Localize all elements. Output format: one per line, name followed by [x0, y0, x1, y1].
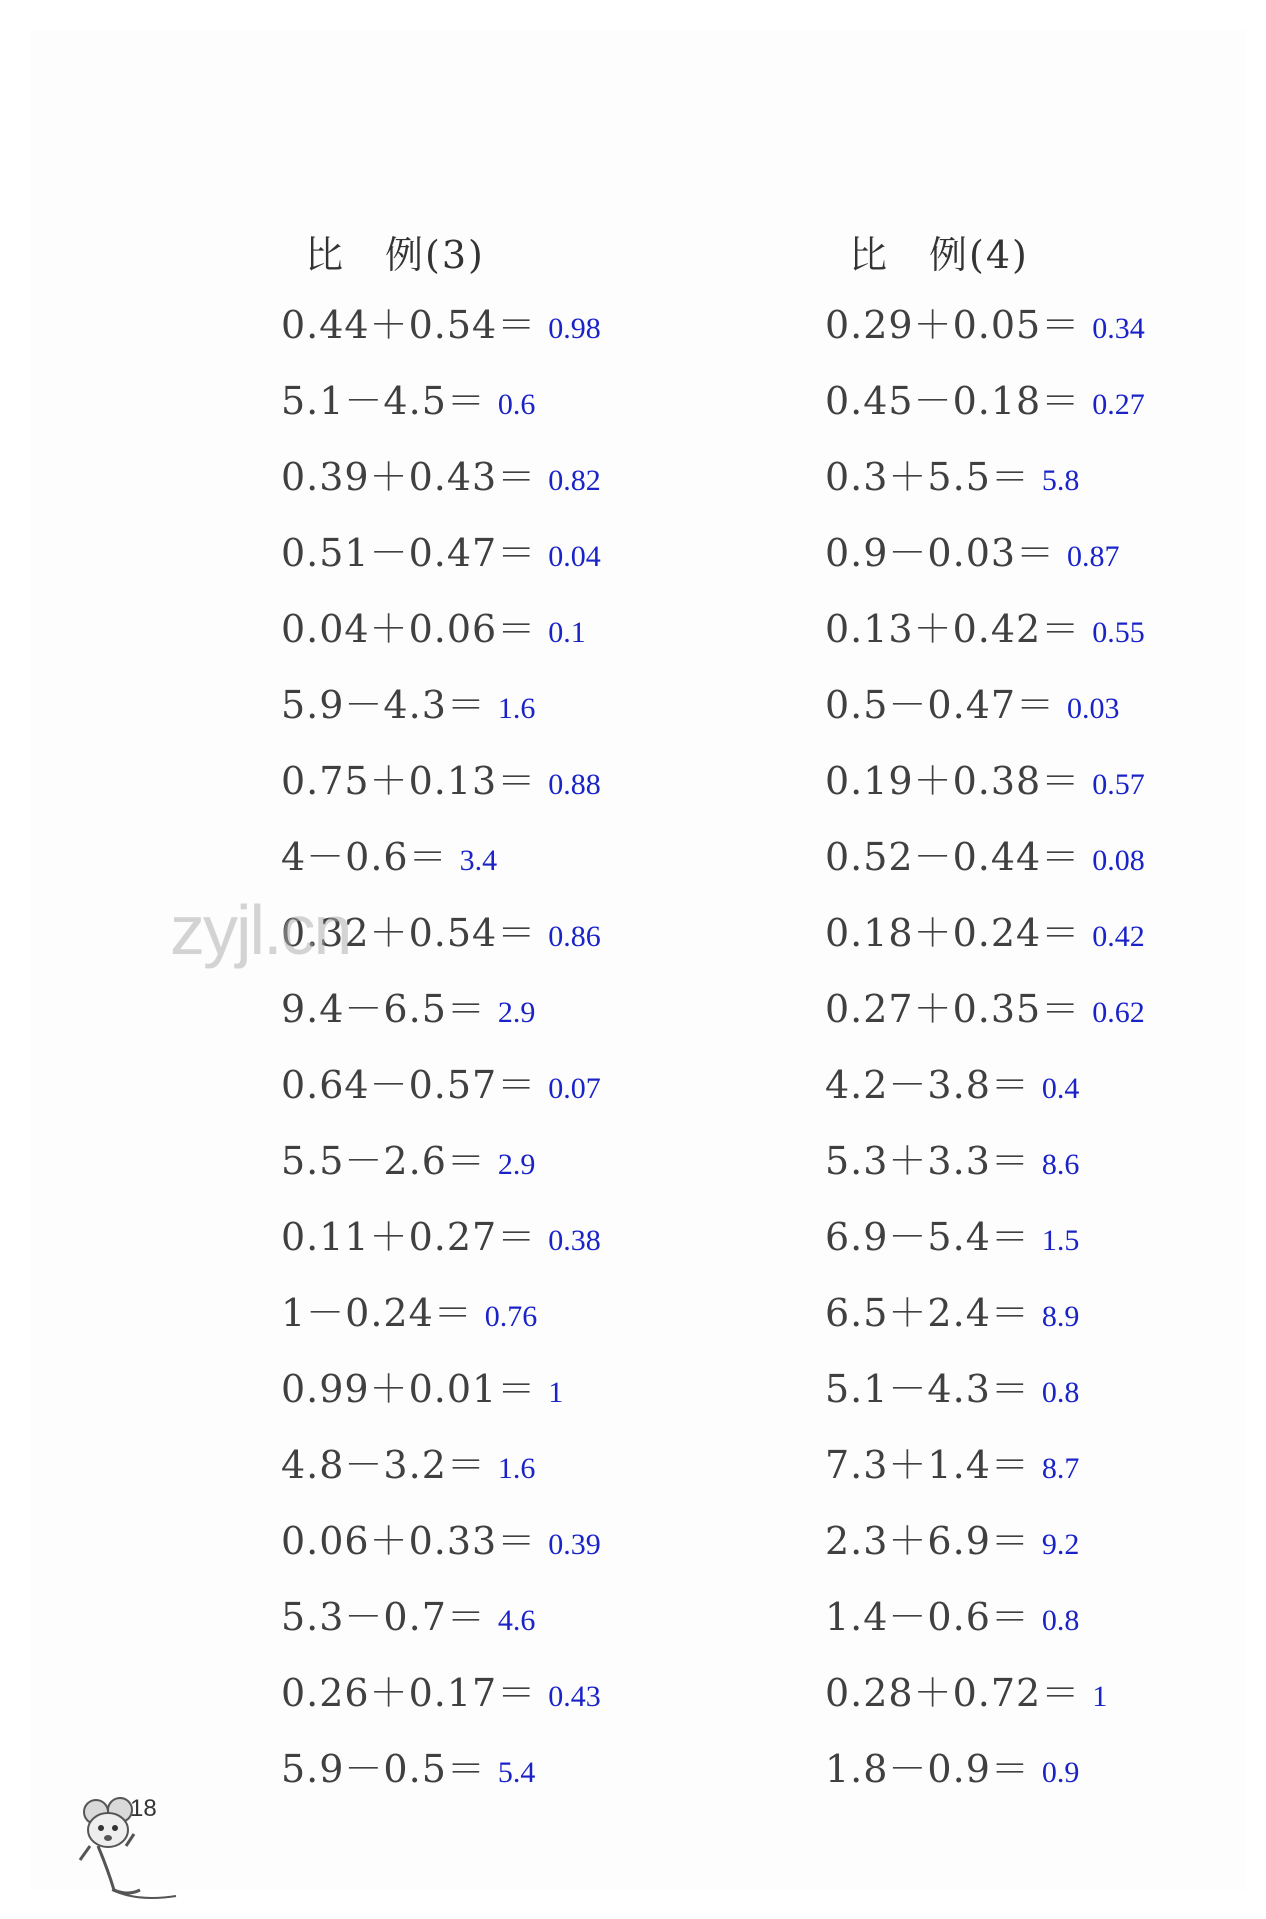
problem-row: [825, 909, 1266, 985]
section-title: 比 例(3): [305, 233, 485, 277]
problem-row: [281, 1441, 761, 1517]
problem-row: [281, 1745, 761, 1821]
problem-expression: 0.52－0.44＝: [825, 835, 1081, 879]
handwritten-answer: 4.6: [497, 1604, 536, 1637]
problem-expression: 0.04＋0.06＝: [281, 607, 537, 651]
problem-expression: 5.1－4.5＝: [281, 379, 486, 423]
problem-row: [281, 985, 761, 1061]
handwritten-answer: 0.42: [1092, 920, 1145, 953]
handwritten-answer: 0.27: [1092, 388, 1145, 421]
problem-row: [825, 833, 1266, 909]
problem-expression: 5.9－0.5＝: [281, 1747, 486, 1791]
problem-expression: 0.3＋5.5＝: [825, 455, 1030, 499]
handwritten-answer: 0.03: [1067, 692, 1120, 725]
problem-row: [281, 529, 761, 605]
problem-row: [281, 757, 761, 833]
problem-expression: 0.5－0.47＝: [825, 683, 1056, 727]
problem-row: [825, 1061, 1266, 1137]
worksheet-page: [30, 30, 1245, 1890]
problem-expression: 4.8－3.2＝: [281, 1443, 486, 1487]
problem-row: [281, 1517, 761, 1593]
problem-row: [281, 1365, 761, 1441]
page-number: 18: [130, 1795, 157, 1822]
handwritten-answer: 1: [1092, 1680, 1108, 1713]
handwritten-answer: 0.88: [548, 768, 601, 801]
problem-row: [281, 1061, 761, 1137]
problem-expression: 0.39＋0.43＝: [281, 455, 537, 499]
problem-row: [281, 453, 761, 529]
problem-expression: 0.29＋0.05＝: [825, 303, 1081, 347]
handwritten-answer: 0.8: [1041, 1376, 1080, 1409]
problem-expression: 0.32＋0.54＝: [281, 911, 537, 955]
handwritten-answer: 5.8: [1041, 464, 1080, 497]
problem-expression: 2.3＋6.9＝: [825, 1519, 1030, 1563]
problem-expression: 0.11＋0.27＝: [281, 1215, 537, 1259]
problem-row: [281, 377, 761, 453]
problem-expression: 9.4－6.5＝: [281, 987, 486, 1031]
problem-row: [281, 1213, 761, 1289]
problem-row: [281, 909, 761, 985]
handwritten-answer: 0.08: [1092, 844, 1145, 877]
problem-expression: 0.28＋0.72＝: [825, 1671, 1081, 1715]
handwritten-answer: 8.6: [1041, 1148, 1080, 1181]
handwritten-answer: 2.9: [497, 1148, 536, 1181]
handwritten-answer: 1.6: [497, 1452, 536, 1485]
handwritten-answer: 1.5: [1041, 1224, 1080, 1257]
handwritten-answer: 8.7: [1041, 1452, 1080, 1485]
handwritten-answer: 0.39: [548, 1528, 601, 1561]
problem-expression: 0.18＋0.24＝: [825, 911, 1081, 955]
problem-expression: 0.13＋0.42＝: [825, 607, 1081, 651]
handwritten-answer: 5.4: [497, 1756, 536, 1789]
problem-expression: 0.45－0.18＝: [825, 379, 1081, 423]
section-right: [825, 230, 1266, 1821]
problem-row: [825, 681, 1266, 757]
handwritten-answer: 9.2: [1041, 1528, 1080, 1561]
problem-row: [281, 833, 761, 909]
problem-list: [825, 301, 1266, 1821]
handwritten-answer: 0.34: [1092, 312, 1145, 345]
problem-expression: 0.75＋0.13＝: [281, 759, 537, 803]
problem-expression: 0.64－0.57＝: [281, 1063, 537, 1107]
problem-row: [281, 1137, 761, 1213]
problem-row: [825, 1517, 1266, 1593]
problem-row: [825, 453, 1266, 529]
problem-row: [825, 757, 1266, 833]
problem-expression: 5.9－4.3＝: [281, 683, 486, 727]
handwritten-answer: 0.86: [548, 920, 601, 953]
problem-list: [281, 301, 761, 1821]
handwritten-answer: 0.43: [548, 1680, 601, 1713]
problem-expression: 0.06＋0.33＝: [281, 1519, 537, 1563]
problem-row: [825, 1289, 1266, 1365]
handwritten-answer: 3.4: [459, 844, 498, 877]
problem-expression: 7.3＋1.4＝: [825, 1443, 1030, 1487]
problem-row: [825, 1745, 1266, 1821]
handwritten-answer: 0.6: [497, 388, 536, 421]
handwritten-answer: 0.62: [1092, 996, 1145, 1029]
problem-expression: 0.27＋0.35＝: [825, 987, 1081, 1031]
handwritten-answer: 8.9: [1041, 1300, 1080, 1333]
handwritten-answer: 0.4: [1041, 1072, 1080, 1105]
section-title: 比 例(4): [849, 233, 1029, 277]
problem-expression: 0.26＋0.17＝: [281, 1671, 537, 1715]
problem-row: [281, 681, 761, 757]
watermark: zyjl.cn: [170, 891, 351, 969]
problem-row: [825, 1137, 1266, 1213]
problem-row: [825, 377, 1266, 453]
handwritten-answer: 2.9: [497, 996, 536, 1029]
handwritten-answer: 0.8: [1041, 1604, 1080, 1637]
problem-expression: 0.51－0.47＝: [281, 531, 537, 575]
problem-expression: 6.9－5.4＝: [825, 1215, 1030, 1259]
problem-expression: 0.19＋0.38＝: [825, 759, 1081, 803]
problem-expression: 6.5＋2.4＝: [825, 1291, 1030, 1335]
problem-row: [281, 1669, 761, 1745]
handwritten-answer: 0.82: [548, 464, 601, 497]
problem-expression: 0.9－0.03＝: [825, 531, 1056, 575]
handwritten-answer: 0.57: [1092, 768, 1145, 801]
handwritten-answer: 0.38: [548, 1224, 601, 1257]
problem-expression: 4.2－3.8＝: [825, 1063, 1030, 1107]
problem-expression: 0.44＋0.54＝: [281, 303, 537, 347]
problem-row: [825, 301, 1266, 377]
problem-expression: 1.4－0.6＝: [825, 1595, 1030, 1639]
handwritten-answer: 0.9: [1041, 1756, 1080, 1789]
handwritten-answer: 0.1: [548, 616, 586, 649]
handwritten-answer: 0.87: [1067, 540, 1120, 573]
handwritten-answer: 1: [548, 1376, 564, 1409]
handwritten-answer: 0.55: [1092, 616, 1145, 649]
problem-row: [825, 1669, 1266, 1745]
problem-row: [281, 1593, 761, 1669]
problem-expression: 5.5－2.6＝: [281, 1139, 486, 1183]
mouse-mascot-icon: [68, 1790, 188, 1910]
handwritten-answer: 0.76: [484, 1300, 538, 1333]
handwritten-answer: 0.98: [548, 312, 601, 345]
handwritten-answer: 0.04: [548, 540, 601, 573]
problem-expression: 5.3＋3.3＝: [825, 1139, 1030, 1183]
problem-expression: 5.1－4.3＝: [825, 1367, 1030, 1411]
problem-row: [825, 1593, 1266, 1669]
problem-expression: 1.8－0.9＝: [825, 1747, 1030, 1791]
problem-row: [825, 1213, 1266, 1289]
problem-row: [825, 1441, 1266, 1517]
problem-row: [825, 529, 1266, 605]
section-left: [281, 230, 761, 1821]
problem-expression: 4－0.6＝: [281, 835, 448, 879]
problem-row: [281, 605, 761, 681]
problem-row: [825, 605, 1266, 681]
problem-row: [825, 985, 1266, 1061]
handwritten-answer: 1.6: [497, 692, 536, 725]
problem-expression: 5.3－0.7＝: [281, 1595, 486, 1639]
handwritten-answer: 0.07: [548, 1072, 601, 1105]
problem-row: [281, 301, 761, 377]
problem-row: [825, 1365, 1266, 1441]
problem-expression: 1－0.24＝: [281, 1291, 473, 1335]
problem-row: [281, 1289, 761, 1365]
problem-expression: 0.99＋0.01＝: [281, 1367, 537, 1411]
